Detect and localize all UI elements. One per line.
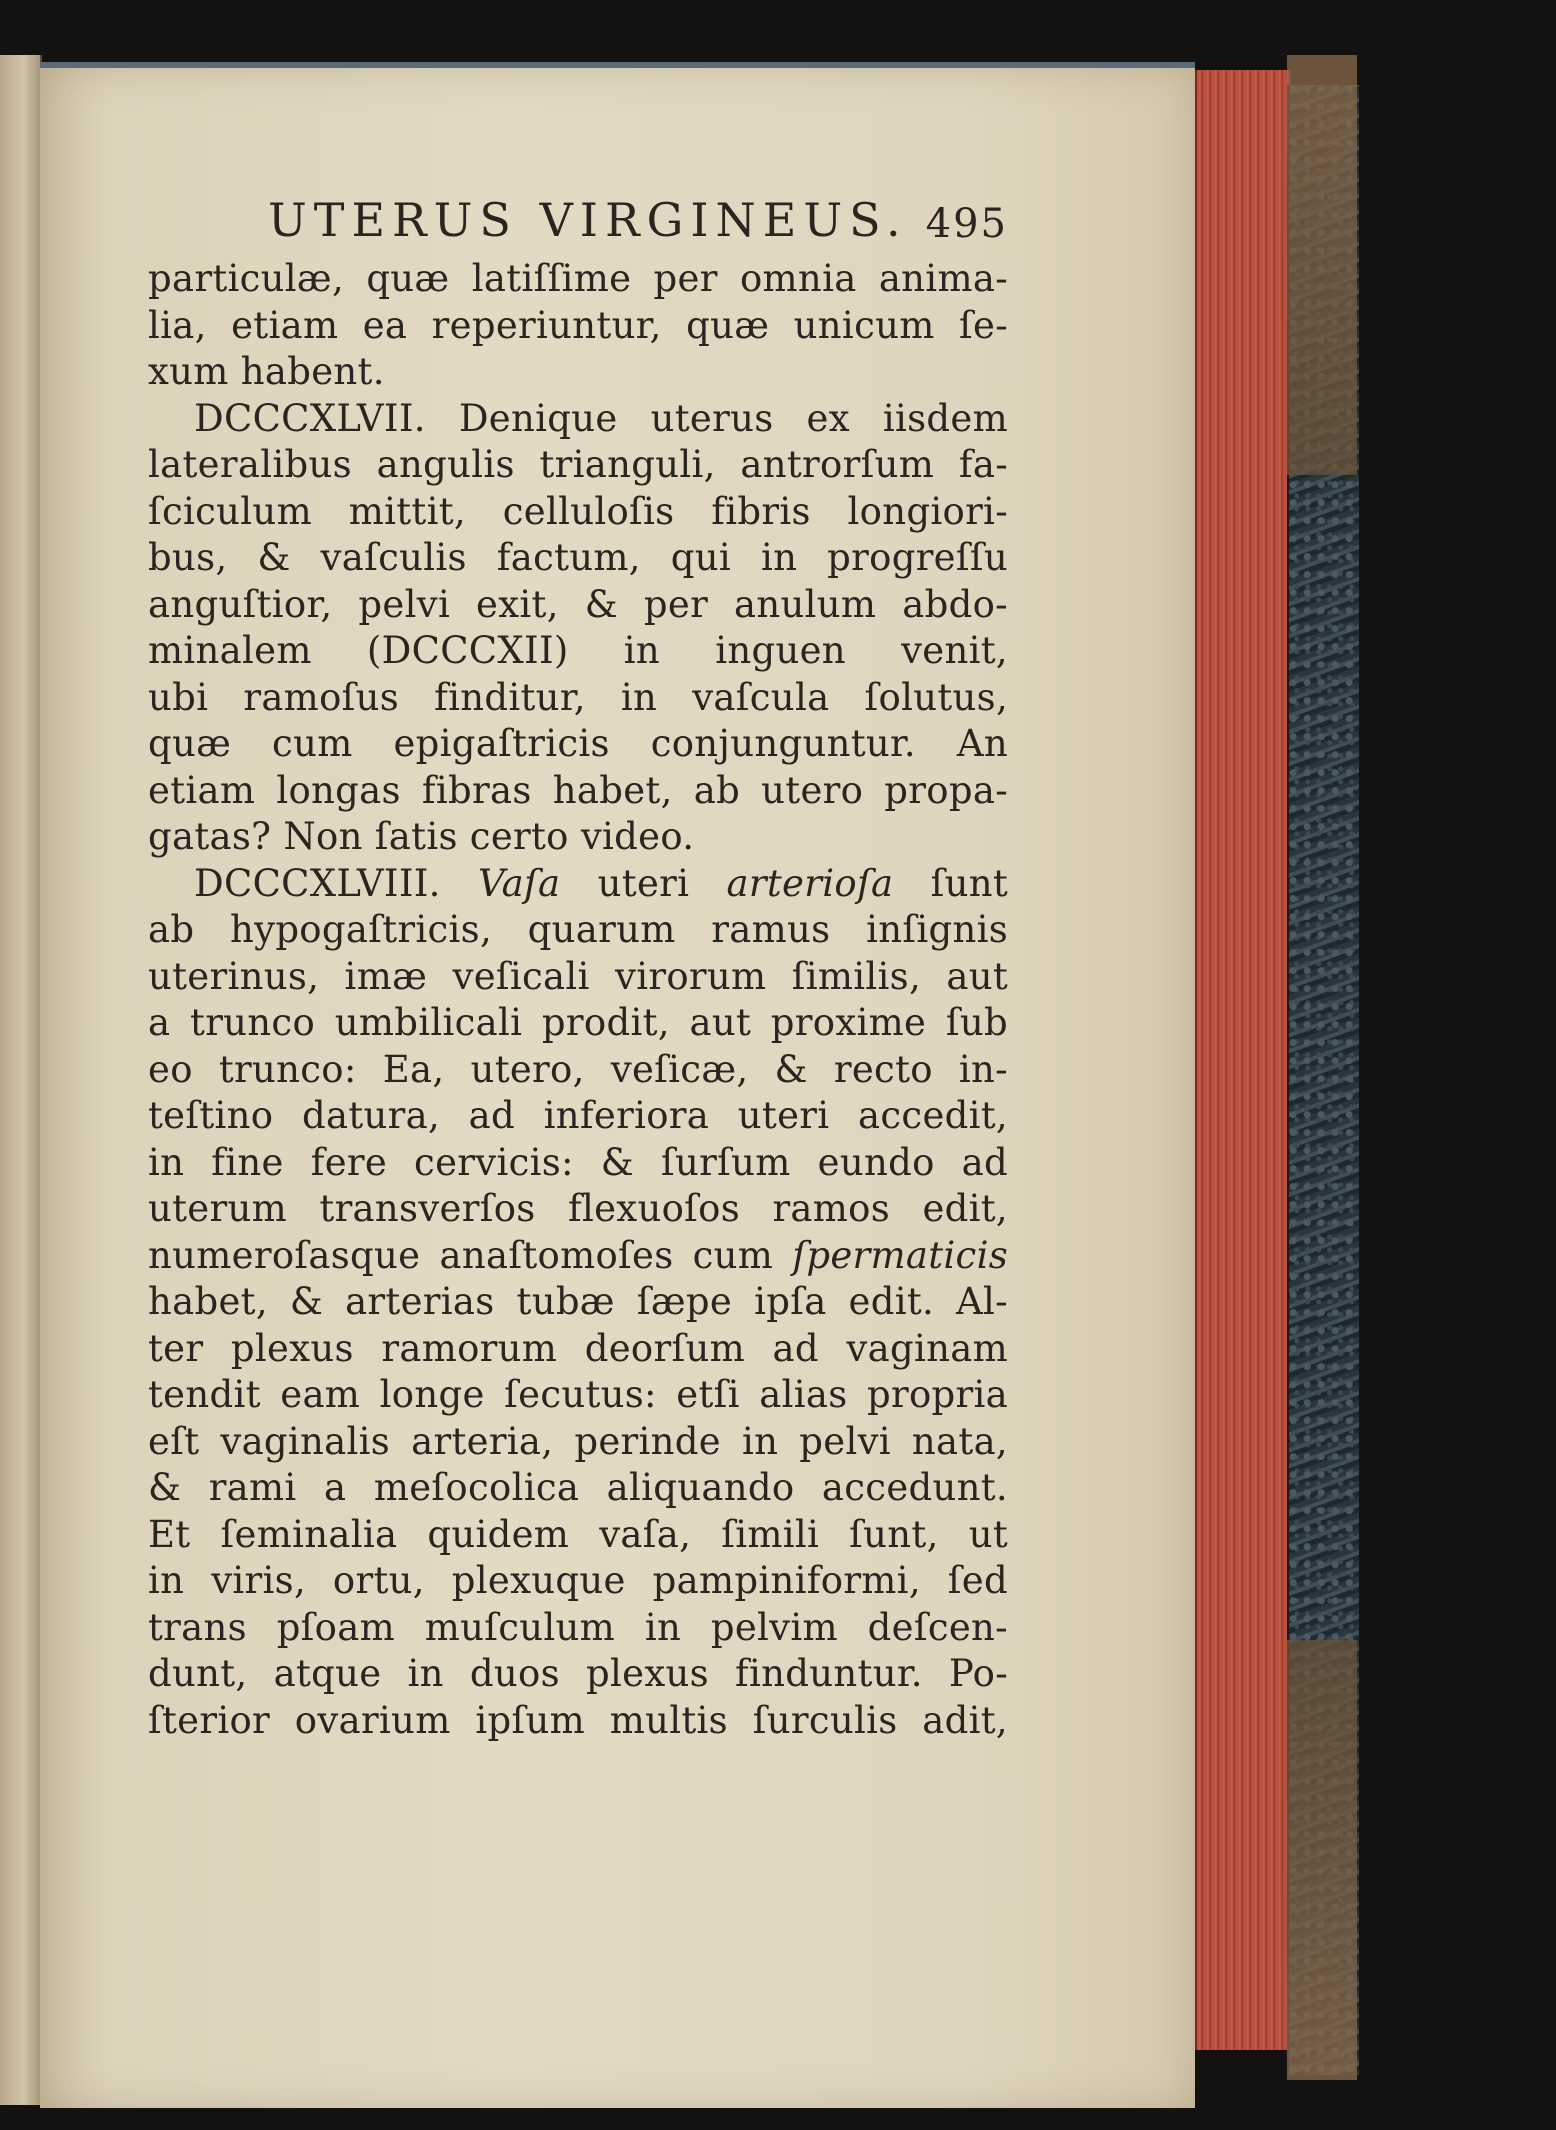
text-line: uterinus, imæ veſicali virorum ſimilis, aut xyxy=(148,954,1008,998)
section-number: DCCCXLVIII. xyxy=(194,861,479,905)
text-line: minalem (DCCCXII) in inguen venit, xyxy=(148,629,1008,672)
text-span: ſunt xyxy=(893,861,1009,905)
text-line: ab hypogaſtricis, quarum ramus inſignis xyxy=(148,908,1008,951)
text-line: lia, etiam ea reperiuntur, quæ unicum ſe- xyxy=(148,303,1008,347)
text-line: bus, & vaſculis factum, qui in progreſſu xyxy=(148,536,1008,579)
text-line: xum habent. xyxy=(148,350,385,393)
previous-page-edge xyxy=(0,55,42,2105)
cover-leather-corner-bottom xyxy=(1287,1640,1357,2080)
text-line: Et ſeminalia quidem vaſa, ſimili ſunt, ut xyxy=(148,1512,1008,1556)
italic-term: ſpermaticis xyxy=(792,1233,1008,1277)
text-line: eſt vaginalis arteria, perinde in pelvi nata, xyxy=(148,1419,1008,1463)
red-page-edges xyxy=(1195,70,1291,2050)
text-line: ſterior ovarium ipſum multis ſurculis adit, xyxy=(148,1698,1008,1742)
paragraph-start-line: DCCCXLVII. Denique uterus ex iisdem xyxy=(194,396,1008,440)
text-line: anguſtior, pelvi exit, & per anulum abdo- xyxy=(148,582,1008,626)
text-span: numeroſasque anaſtomoſes cum xyxy=(148,1233,793,1277)
text-line: & rami a meſocolica aliquando accedunt. xyxy=(148,1466,1008,1509)
text-line: uterum transverſos flexuoſos ramos edit, xyxy=(148,1187,1008,1230)
text-line: in viris, ortu, plexuque pampiniformi, ſed xyxy=(148,1559,1008,1602)
cover-leather-corner-top xyxy=(1287,55,1357,475)
text-line: gatas? Non ſatis certo video. xyxy=(148,815,695,858)
text-line: particulæ, quæ latiſſime per omnia anima- xyxy=(148,257,1008,300)
text-line: quæ cum epigaſtricis conjunguntur. An xyxy=(148,722,1008,765)
text-line: eo trunco: Ea, utero, veſicæ, & recto in- xyxy=(148,1047,1008,1091)
text-line: habet, & arterias tubæ ſæpe ipſa edit. Al- xyxy=(148,1280,1008,1323)
running-head xyxy=(148,190,1008,256)
italic-term: arterioſa xyxy=(726,861,894,905)
text-line xyxy=(148,1233,1008,1280)
text-line: lateralibus angulis trianguli, antrorſum fa- xyxy=(148,443,1008,486)
text-line: ſciculum mittit, celluloſis fibris longiori- xyxy=(148,489,1008,533)
text-line: dunt, atque in duos plexus finduntur. Po- xyxy=(148,1652,1008,1695)
text-line: trans pſoam muſculum in pelvim deſcen- xyxy=(148,1605,1008,1649)
text-line: tendit eam longe ſecutus: etſi alias propria xyxy=(148,1373,1008,1416)
text-line: ubi ramoſus finditur, in vaſcula ſolutus, xyxy=(148,675,1008,719)
page-text xyxy=(148,190,1008,1744)
page-number: 495 xyxy=(925,201,1008,247)
text-line: in fine fere cervicis: & ſurſum eundo ad xyxy=(148,1140,1008,1184)
text-line: a trunco umbilicali prodit, aut proxime ſub xyxy=(148,1001,1008,1044)
text-line: ter plexus ramorum deorſum ad vaginam xyxy=(148,1326,1008,1370)
text-line: teſtino datura, ad inferiora uteri accedit, xyxy=(148,1094,1008,1137)
paragraph-start-line xyxy=(148,861,1008,908)
text-line: etiam longas fibras habet, ab utero propa- xyxy=(148,768,1008,812)
running-title: UTERUS VIRGINEUS. xyxy=(268,193,908,247)
italic-term: Vaſa xyxy=(478,861,561,905)
text-span: uteri xyxy=(560,861,727,905)
